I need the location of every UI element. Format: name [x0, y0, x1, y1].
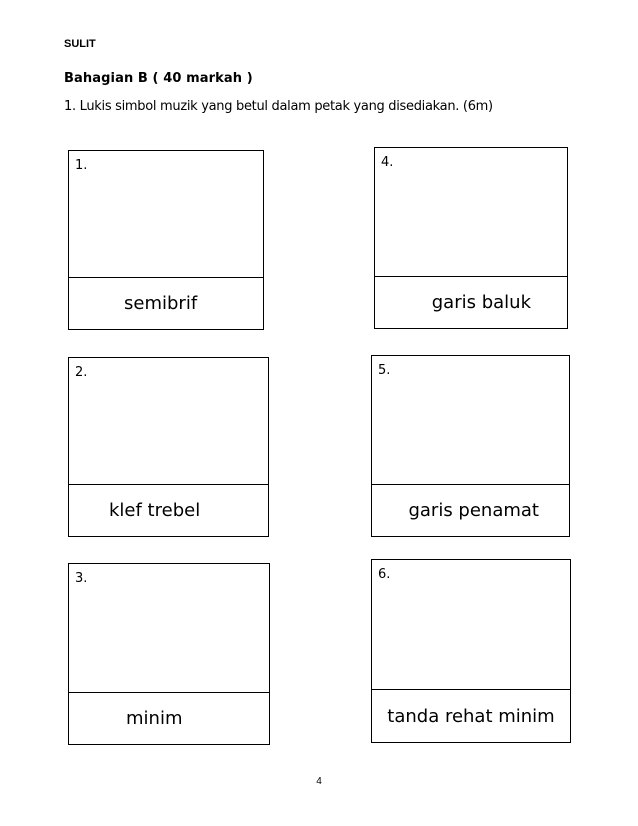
- box-number: 4.: [381, 155, 394, 170]
- drawing-area[interactable]: [69, 564, 269, 693]
- box-label: minim: [69, 692, 269, 744]
- box-label: tanda rehat minim: [372, 689, 570, 742]
- question-instruction: 1. Lukis simbol muzik yang betul dalam petak yang disediakan. (6m): [64, 99, 493, 114]
- drawing-area[interactable]: [69, 358, 268, 485]
- page-number: 4: [316, 776, 322, 787]
- answer-box-6: [371, 559, 571, 743]
- box-label: klef trebel: [69, 484, 268, 536]
- drawing-area[interactable]: [372, 356, 569, 485]
- box-number: 5.: [378, 363, 391, 378]
- box-number: 3.: [75, 571, 88, 586]
- drawing-area[interactable]: [375, 148, 567, 277]
- header-label: SULIT: [64, 38, 96, 50]
- answer-box-1: [68, 150, 264, 330]
- drawing-area[interactable]: [69, 151, 263, 278]
- box-number: 1.: [75, 158, 88, 173]
- box-number: 2.: [75, 365, 88, 380]
- answer-box-2: [68, 357, 269, 537]
- drawing-area[interactable]: [372, 560, 570, 690]
- box-label: semibrif: [69, 277, 263, 329]
- box-label: garis penamat: [372, 484, 569, 536]
- answer-box-3: [68, 563, 270, 745]
- box-number: 6.: [378, 567, 391, 582]
- answer-box-4: [374, 147, 568, 329]
- answer-box-5: [371, 355, 570, 537]
- box-label: garis baluk: [375, 276, 567, 328]
- section-title: Bahagian B ( 40 markah ): [64, 71, 253, 86]
